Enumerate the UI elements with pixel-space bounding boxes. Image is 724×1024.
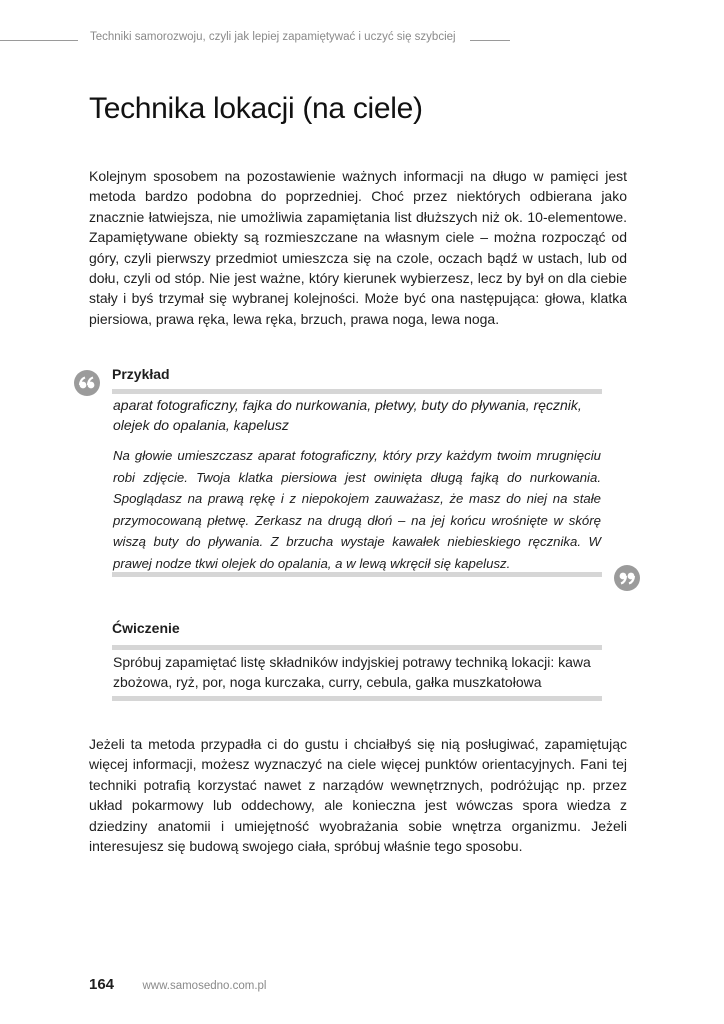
example-top-bar bbox=[112, 389, 602, 394]
exercise-bottom-bar bbox=[112, 696, 602, 701]
running-title: Techniki samorozwoju, czyli jak lepiej zapamiętywać i uczyć się szybciej bbox=[90, 31, 456, 43]
header-rule-right bbox=[470, 40, 510, 41]
exercise-top-bar bbox=[112, 645, 602, 650]
header-rule-left bbox=[0, 40, 78, 41]
exercise-title: Ćwiczenie bbox=[112, 620, 180, 636]
example-bottom-bar bbox=[112, 572, 602, 577]
page-number: 164 bbox=[89, 976, 115, 993]
website-link[interactable]: www.samosedno.com.pl bbox=[142, 980, 267, 992]
page-title: Technika lokacji (na ciele) bbox=[89, 92, 423, 125]
example-story: Na głowie umieszczasz aparat fotograficzny, który przy każdym twoim mrugnięciu robi zdjęcie. Twoja klatka piersiowa jest owinięta długą fajką do nurkowania. Spoglądasz na prawą rękę i z niepokojem zauważasz, że masz do niej na stałe przymocowaną płetwę. Zerkasz na drugą dłoń – na jej końcu wrośnięte w skórę wiszą buty do pływania. Z brzucha wystaje kawałek niebieskiego ręcznika. W prawej nodze tkwi olejek do opalania, a w lewą wkręcił się kapelusz. bbox=[113, 448, 601, 571]
example-list: aparat fotograficzny, fajka do nurkowania, płetwy, buty do pływania, ręcznik, olejek do opalania, kapelusz bbox=[113, 397, 582, 434]
example-title: Przykład bbox=[112, 366, 170, 382]
closing-paragraph: Jeżeli ta metoda przypadła ci do gustu i chciałbyś się nią posługiwać, zapamiętując więcej informacji, możesz wyznaczyć na ciele więcej punktów orientacyjnych. Fani tej techniki potrafią korzystać nawet z narządów wewnętrznych, podróżując np. przez układ pokarmowy lub oddechowy, ale konieczna jest wówczas spora wiedza z dziedziny anatomii i umiejętność wyobrażania sobie wnętrza organizmu. Jeżeli interesujesz się budową swojego ciała, spróbuj właśnie tego sposobu. bbox=[89, 736, 627, 855]
intro-paragraph: Kolejnym sposobem na pozostawienie ważnych informacji na długo w pamięci jest metoda bardzo podobna do poprzedniej. Choć przez niektórych odbierana jako znacznie łatwiejsza, nie umożliwia zapamiętania list dłuższych niż ok. 10-elementowe. Zapamiętywane obiekty są rozmieszczane na własnym ciele – można rozpocząć od góry, czyli pierwszy przedmiot umieszcza się na czole, oczach bądź w ustach, lub od dołu, czyli od stóp. Nie jest ważne, który kierunek wybierzesz, lecz by był on dla ciebie stały i byś trzymał się wybranej kolejności. Może być ona następująca: głowa, klatka piersiowa, prawa ręka, lewa ręka, brzuch, prawa noga, lewa noga. bbox=[89, 168, 627, 327]
exercise-body: Spróbuj zapamiętać listę składników indyjskiej potrawy techniką lokacji: kawa zbożowa, ryż, por, noga kurczaka, curry, cebula, gałka muszkatołowa bbox=[113, 654, 591, 691]
running-header bbox=[0, 31, 724, 51]
quote-open-icon bbox=[74, 370, 100, 396]
page-footer bbox=[89, 976, 266, 996]
quote-close-icon bbox=[614, 565, 640, 591]
